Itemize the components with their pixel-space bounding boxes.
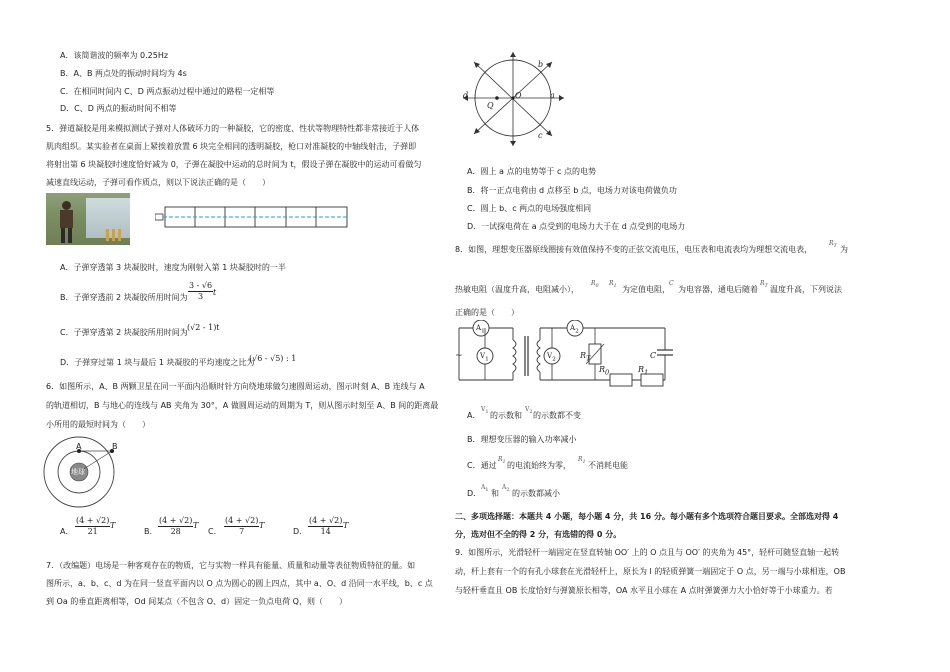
q6-option-b-var: T	[193, 521, 199, 530]
q5-option-a: A．子弹穿透第 3 块凝胶时，速度为刚射入第 1 块凝胶时的一半	[60, 263, 286, 272]
q8-option-c-r1b: $R_1$	[578, 456, 586, 466]
q8-option-c-mid: 的电流始终为零，	[507, 461, 571, 470]
q4-option-b: B．A、B 两点处的振动时间均为 4s	[60, 69, 187, 78]
q9-stem-line-1: 9．如图所示，光滑轻杆一端固定在竖直转轴 OO′ 上的 O 点且与 OO′ 的夹角为 45°，轻杆可随竖直轴一起转	[455, 548, 840, 557]
q8-r1-symbol: $R_1$	[609, 280, 617, 290]
q8-rt-symbol-2: $R_T$	[760, 280, 768, 290]
q6-option-a-var: T	[110, 521, 116, 530]
q8-option-a-mid: 的示数和	[490, 411, 522, 420]
point-a-label: a	[550, 91, 555, 100]
q6-option-a-letter: A．	[60, 527, 74, 536]
q5-stem-line-3: 将射出第 6 块凝胶时速度恰好减为 0，子弹在凝胶中运动的总时间为 t，假设子弹在凝胶中的运动可看做匀	[46, 160, 422, 169]
q6-option-a-fraction: $\frac{(4 + √2)}{21}$	[76, 516, 110, 536]
point-d-label: d	[463, 91, 469, 100]
q8-option-c-r1: $R_1$	[498, 456, 506, 466]
q9-stem-line-2: 动，杆上套有一个的有孔小球套在光滑轻杆上，原长为 l 的轻质弹簧一端固定于 O 点，另一端与小球相连，OB	[455, 567, 846, 576]
q8-stem-line-2c: 为电容器，通电后随着	[678, 285, 758, 294]
q6-stem-line-2: 的轨道相切，B 与地心的连线与 AB 夹角为 30°，A 做圆周运动的周期为 T，则从图示时刻至 A、B 间的距离最	[46, 401, 439, 410]
ammeter-a2: $A_2$	[570, 324, 579, 335]
q8-option-d: D．	[467, 489, 482, 498]
q7-option-c: C．圆上 b、c 两点的电场强度相同	[467, 204, 592, 213]
voltmeter-v2: $V_2$	[547, 352, 556, 363]
q5-stem-line-1: 5．弹道凝胶是用来模拟测试子弹对人体破坏力的一种凝胶，它的密度、性状等物理特性都非常接近于人体	[46, 124, 420, 133]
q7-stem-line-3: 到 Oa 的垂直距离相等，Od 间某点（不包含 O、d）固定一负点电荷 Q，则（ ）	[46, 597, 347, 606]
q5-option-d: D．子弹穿过第 1 块与最后 1 块凝胶的平均速度之比为	[60, 358, 255, 367]
earth-label: 地球	[71, 468, 85, 476]
thermistor-label: $R_T$	[580, 351, 591, 363]
q5-option-c: C．子弹穿透第 2 块凝胶所用时间为	[60, 328, 188, 337]
q8-r0-symbol: $R_0$	[591, 280, 599, 290]
capacitor-label: C	[650, 351, 657, 360]
q8-option-a-end: 的示数都不变	[533, 411, 581, 420]
q5-stem-line-4: 减速直线运动，子弹可看作质点，则以下说法正确的是（ ）	[46, 178, 270, 187]
q6-option-b-fraction: $\frac{(4 + √2)}{28}$	[159, 516, 193, 536]
q4-option-a: A．该简谐波的频率为 0.25Hz	[60, 51, 169, 60]
satellite-b-label: B	[112, 442, 118, 451]
q7-option-a: A．圆上 a 点的电势等于 c 点的电势	[467, 167, 596, 176]
q8-option-a: A．	[467, 411, 481, 420]
q6-option-c-var: T	[259, 521, 265, 530]
q7-option-b: B．将一正点电荷由 d 点移至 b 点，电场力对该电荷做负功	[467, 186, 677, 195]
voltmeter-v1: $V_1$	[480, 352, 489, 363]
q5-stem-line-2: 肌肉组织。某实验者在桌面上紧挨着放置 6 块完全相同的透明凝胶，枪口对准凝胶的中轴线射击，子弹即	[46, 142, 417, 151]
q5-option-b-var: t	[213, 288, 217, 297]
shooting-photo	[46, 193, 130, 245]
q8-option-d-a2: $A_2$	[502, 484, 510, 494]
resistor-r1-label: $R_1$	[638, 365, 649, 377]
q5-option-b: B．子弹穿透前 2 块凝胶所用时间为	[60, 293, 188, 302]
q6-option-c-letter: C．	[208, 527, 222, 536]
q8-option-b: B．理想变压器的输入功率减小	[467, 435, 577, 444]
q9-stem-line-3: 与轻杆垂直且 OB 长度恰好与弹簧原长相等，OA 水平且小球在 A 点时弹簧弹力大小恰好等于小球重力。若	[455, 586, 833, 595]
q8-option-a-v1: $V_1$	[481, 406, 489, 416]
q8-rt-symbol: $R_T$	[829, 240, 837, 250]
q8-stem-line-3: 正确的是（ ）	[455, 308, 519, 317]
q8-option-c-end: 不消耗电能	[588, 461, 628, 470]
q8-stem-line-1: 8．如图，理想变压器原线圈接有效值保持不变的正弦交流电压，电压表和电流表均为理想交流电表，	[455, 245, 813, 254]
q8-option-d-end: 的示数都减小	[512, 489, 560, 498]
q6-option-b-letter: B．	[144, 527, 158, 536]
point-b-label: b	[538, 60, 544, 69]
point-c-label: c	[538, 131, 543, 140]
q6-option-d-fraction: $\frac{(4 + √2)}{14}$	[309, 516, 343, 536]
q8-stem-line-2b: 为定值电阻，	[622, 285, 670, 294]
q5-option-b-fraction: $\frac{3 - √6}{3}$	[189, 281, 213, 301]
section-2-title-line-2: 分，选对但不全的得 2 分，有选错的得 0 分。	[455, 530, 622, 539]
right-column	[455, 0, 950, 672]
q6-option-c-fraction: $\frac{(4 + √2)}{7}$	[225, 516, 259, 536]
q6-option-d-letter: D．	[293, 527, 308, 536]
q5-option-c-expr: (√2 - 1)t	[187, 323, 220, 332]
q7-option-d: D．一试探电荷在 a 点受到的电场力大于在 d 点受到的电场力	[467, 222, 686, 231]
q8-stem-line-2d: 温度升高，下列说法	[770, 285, 842, 294]
resistor-r0-label: $R_0$	[599, 365, 610, 377]
q7-stem-line-2: 图所示，a、b、c、d 为在同一竖直平面内以 O 点为圆心的圆上四点，其中 a、O、d 沿同一水平线，b、c 点	[46, 579, 433, 588]
q4-option-c: C．在相同时间内 C、D 两点振动过程中通过的路程一定相等	[60, 87, 275, 96]
q8-option-d-mid: 和	[491, 489, 499, 498]
satellite-a-label: A	[76, 442, 82, 451]
gel-blocks-diagram	[155, 205, 355, 231]
q6-stem-line-3: 小所用的最短时间为（ ）	[46, 420, 150, 429]
q4-option-d: D．C、D 两点的振动时间不相等	[60, 104, 177, 113]
q8-option-a-v2: $V_2$	[525, 406, 533, 416]
q8-c-symbol: C	[669, 280, 674, 287]
q8-option-c: C．通过	[467, 461, 497, 470]
charge-q-label: Q	[487, 101, 494, 110]
section-2-title-line-1: 二、多项选择题：本题共 4 小题，每小题 4 分，共 16 分。每小题有多个选项符合题目要求。全部选对得 4	[455, 512, 839, 521]
q5-option-d-expr: (√6 - √5) : 1	[249, 354, 297, 363]
q6-option-d-var: T	[343, 521, 349, 530]
ac-source-icon: ~	[455, 351, 463, 361]
q7-stem-line-1: 7．（改编题）电场是一种客观存在的物质，它与实物一样具有能量、质量和动量等表征物质特征的量。如	[46, 561, 416, 570]
ammeter-a1: $A_1$	[476, 324, 485, 335]
q8-rt-is: 为	[840, 245, 848, 254]
q8-option-d-a1: $A_1$	[481, 484, 489, 494]
point-o-label: O	[515, 91, 522, 100]
q8-stem-line-2: 热敏电阻（温度升高，电阻减小），	[455, 285, 579, 294]
q6-stem-line-1: 6．如图所示，A、B 两颗卫星在同一平面内沿顺时针方向绕地球做匀速圆周运动，图示时刻 A、B 连线与 A	[46, 382, 425, 391]
